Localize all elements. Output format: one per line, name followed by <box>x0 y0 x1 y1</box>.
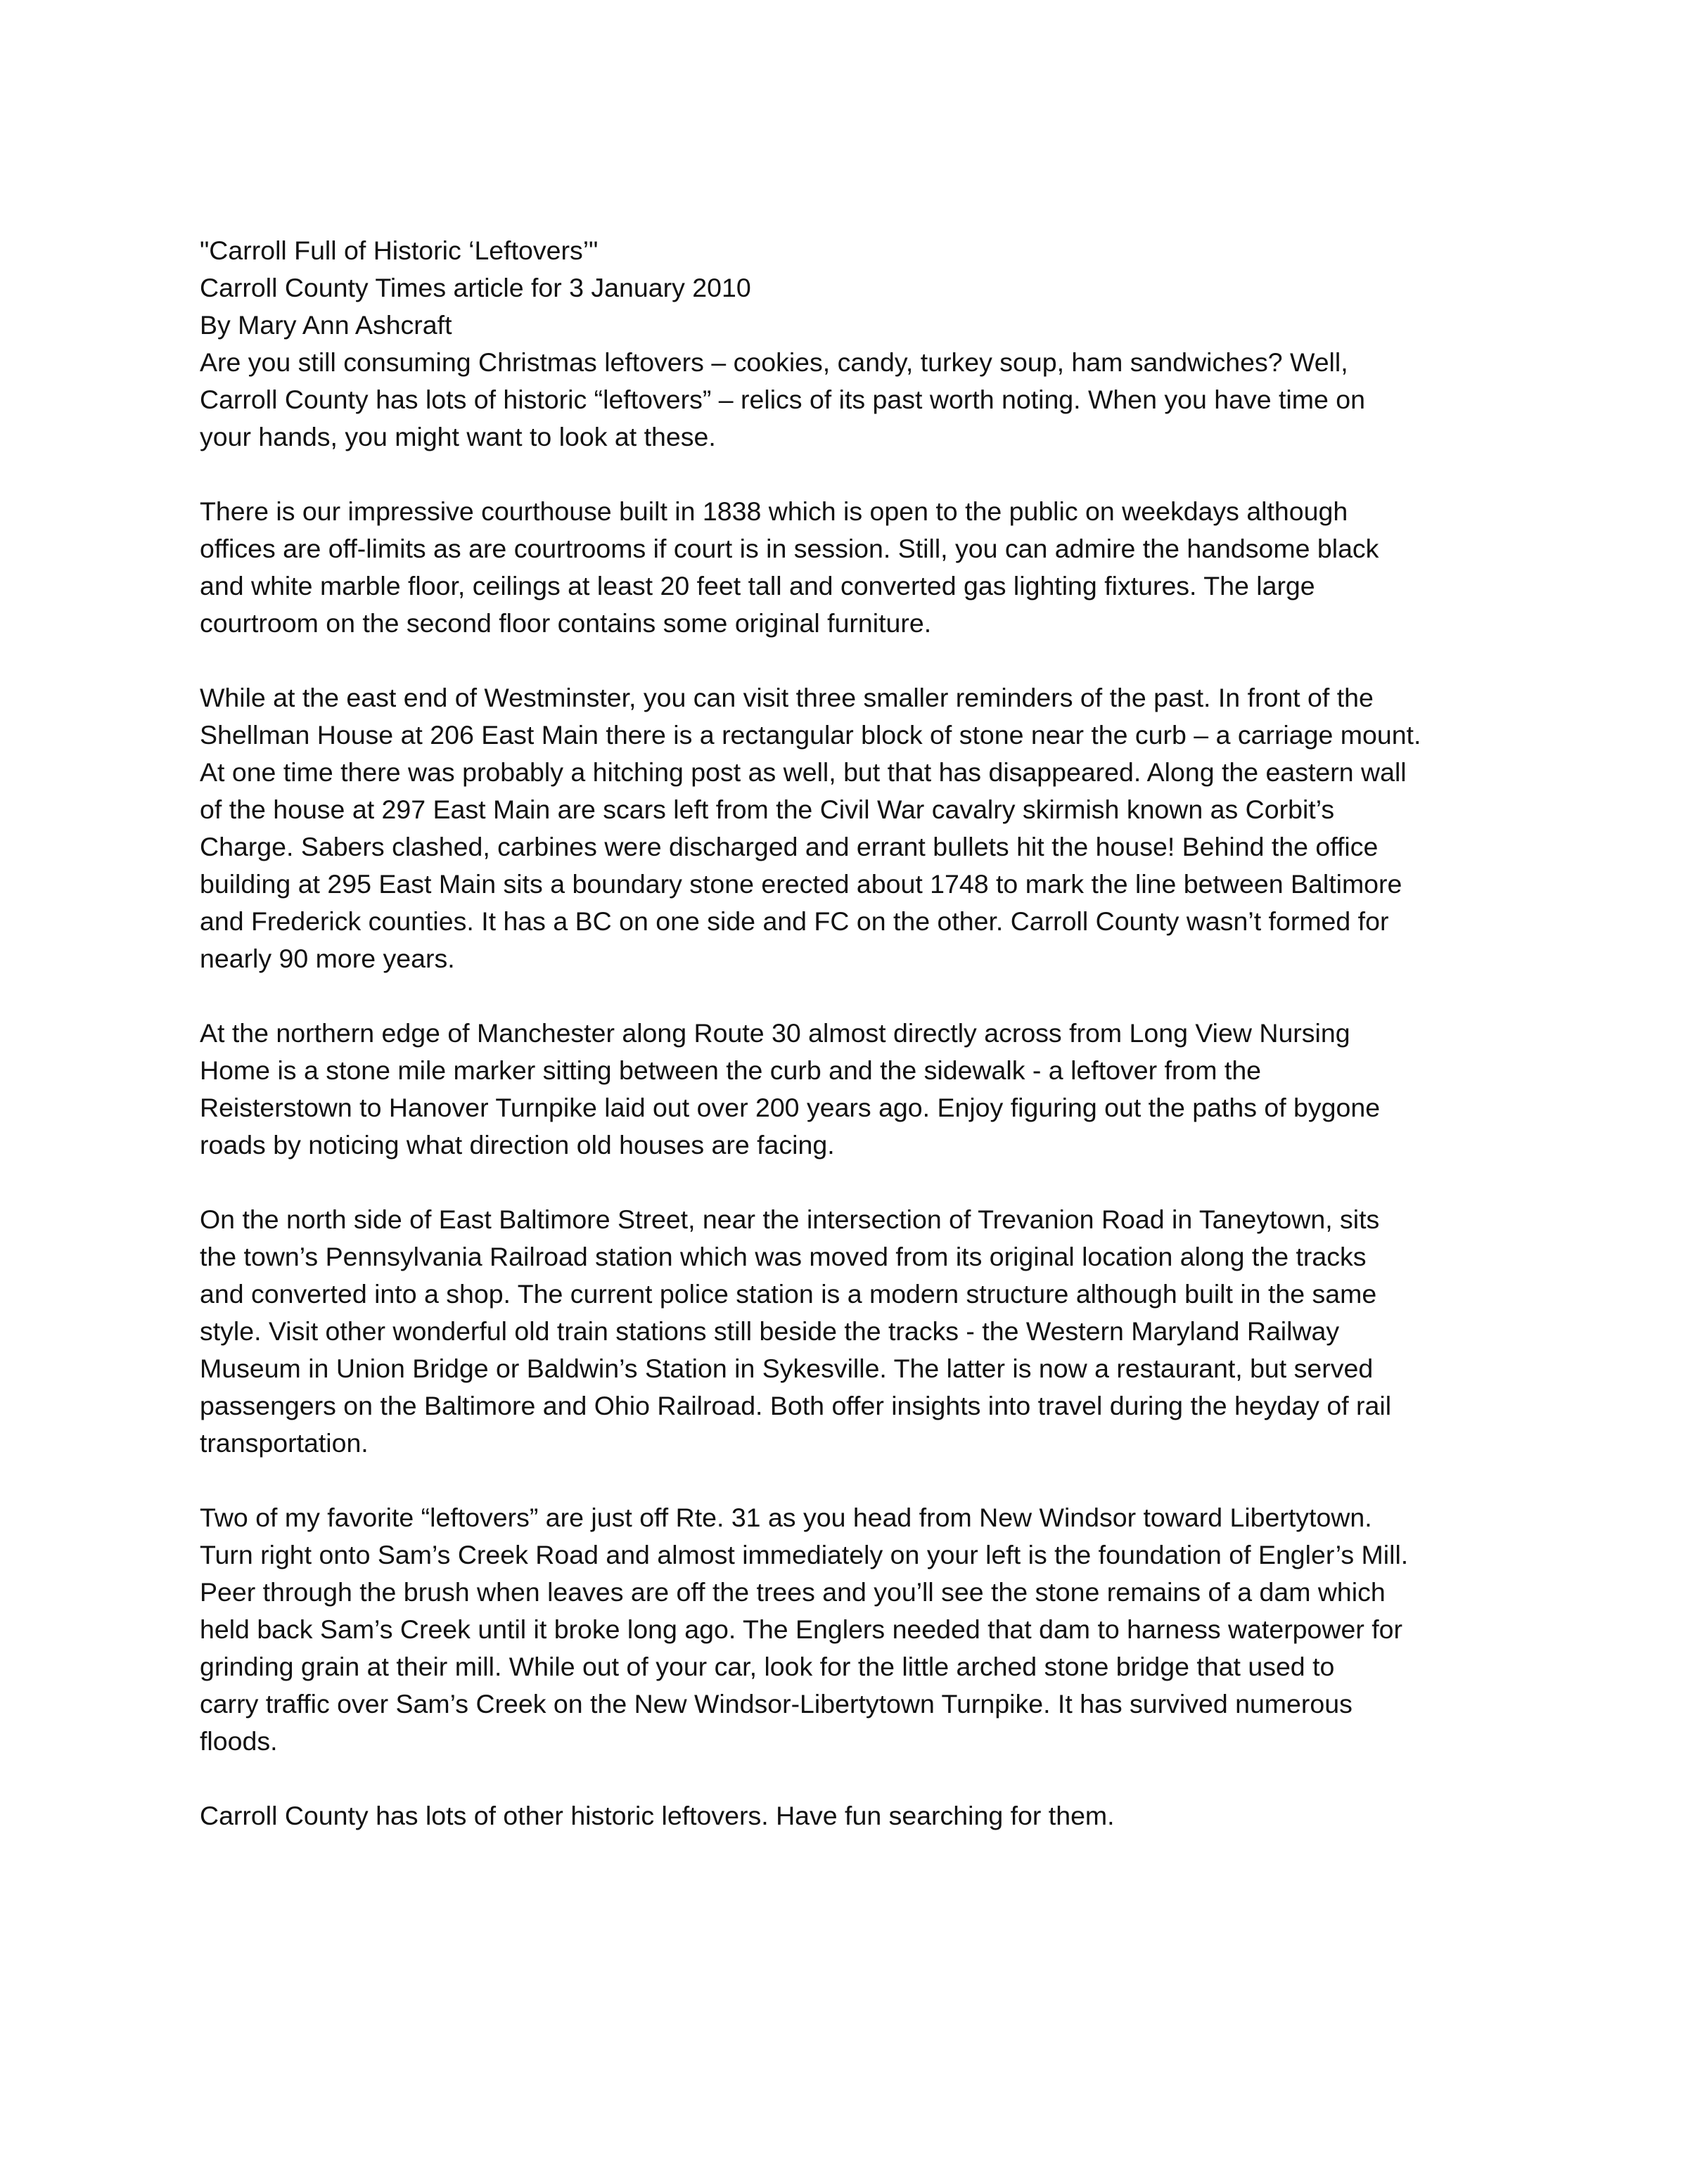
paragraph-line: On the north side of East Baltimore Street, near the intersection of Trevanion Road in Taneytown, sits <box>200 1205 1380 1234</box>
paragraph-line: floods. <box>200 1726 278 1756</box>
paragraph-line: and Frederick counties. It has a BC on one side and FC on the other. Carroll County wasn’t formed for <box>200 906 1389 936</box>
paragraph-1 <box>200 344 1522 456</box>
paragraph-line: the town’s Pennsylvania Railroad station which was moved from its original location along the tracks <box>200 1242 1367 1271</box>
paragraph-line: At the northern edge of Manchester along Route 30 almost directly across from Long View Nursing <box>200 1018 1350 1048</box>
paragraph-line: of the house at 297 East Main are scars left from the Civil War cavalry skirmish known as Corbit’s <box>200 795 1335 824</box>
paragraph-7 <box>200 1797 1522 1835</box>
paragraph-line: Charge. Sabers clashed, carbines were discharged and errant bullets hit the house! Behind the office <box>200 832 1379 861</box>
paragraph-line: courtroom on the second floor contains some original furniture. <box>200 608 932 638</box>
paragraph-line: building at 295 East Main sits a boundary stone erected about 1748 to mark the line between Baltimore <box>200 869 1402 899</box>
article-subtitle: Carroll County Times article for 3 January 2010 <box>200 273 751 302</box>
paragraph-line: Are you still consuming Christmas leftovers – cookies, candy, turkey soup, ham sandwiches? Well, <box>200 347 1348 377</box>
paragraph-line: roads by noticing what direction old houses are facing. <box>200 1130 835 1160</box>
document-page <box>200 232 1522 1872</box>
paragraph-line: At one time there was probably a hitching post as well, but that has disappeared. Along the eastern wall <box>200 757 1407 787</box>
paragraph-3 <box>200 679 1522 977</box>
paragraph-line: passengers on the Baltimore and Ohio Railroad. Both offer insights into travel during the heyday of rail <box>200 1391 1392 1420</box>
paragraph-line: carry traffic over Sam’s Creek on the New Windsor-Libertytown Turnpike. It has survived numerous <box>200 1689 1353 1719</box>
paragraph-line: nearly 90 more years. <box>200 944 455 973</box>
paragraph-line: Carroll County has lots of other historic leftovers. Have fun searching for them. <box>200 1801 1115 1830</box>
paragraph-line: and converted into a shop. The current police station is a modern structure although built in the same <box>200 1279 1377 1309</box>
paragraph-line: Shellman House at 206 East Main there is a rectangular block of stone near the curb – a carriage mount. <box>200 720 1421 750</box>
paragraph-line: your hands, you might want to look at these. <box>200 422 716 451</box>
paragraph-4 <box>200 1015 1522 1164</box>
paragraph-line: offices are off-limits as are courtrooms if court is in session. Still, you can admire the handsome black <box>200 534 1379 563</box>
paragraph-line: There is our impressive courthouse built in 1838 which is open to the public on weekdays although <box>200 496 1348 526</box>
paragraph-line: Carroll County has lots of historic “leftovers” – relics of its past worth noting. When you have time on <box>200 385 1365 414</box>
paragraph-line: grinding grain at their mill. While out of your car, look for the little arched stone bridge that used to <box>200 1652 1335 1681</box>
paragraph-line: Turn right onto Sam’s Creek Road and almost immediately on your left is the foundation of Engler’s Mill. <box>200 1540 1409 1569</box>
article-title: "Carroll Full of Historic ‘Leftovers’" <box>200 236 599 265</box>
paragraph-6 <box>200 1499 1522 1760</box>
paragraph-line: held back Sam’s Creek until it broke long ago. The Englers needed that dam to harness waterpower for <box>200 1614 1403 1644</box>
paragraph-5 <box>200 1201 1522 1462</box>
paragraph-line: and white marble floor, ceilings at least 20 feet tall and converted gas lighting fixtures. The large <box>200 571 1315 600</box>
paragraph-2 <box>200 493 1522 642</box>
paragraph-line: Museum in Union Bridge or Baldwin’s Station in Sykesville. The latter is now a restaurant, but served <box>200 1354 1374 1383</box>
paragraph-line: While at the east end of Westminster, you can visit three smaller reminders of the past. In front of the <box>200 683 1374 712</box>
paragraph-line: Two of my favorite “leftovers” are just off Rte. 31 as you head from New Windsor toward Libertytown. <box>200 1503 1372 1532</box>
article-byline: By Mary Ann Ashcraft <box>200 310 452 340</box>
paragraph-line: Home is a stone mile marker sitting between the curb and the sidewalk - a leftover from the <box>200 1055 1262 1085</box>
paragraph-line: transportation. <box>200 1428 369 1458</box>
paragraph-line: Peer through the brush when leaves are off the trees and you’ll see the stone remains of a dam which <box>200 1577 1386 1607</box>
paragraph-line: Reisterstown to Hanover Turnpike laid out over 200 years ago. Enjoy figuring out the paths of bygone <box>200 1093 1381 1122</box>
paragraph-line: style. Visit other wonderful old train stations still beside the tracks - the Western Maryland Railway <box>200 1316 1340 1346</box>
